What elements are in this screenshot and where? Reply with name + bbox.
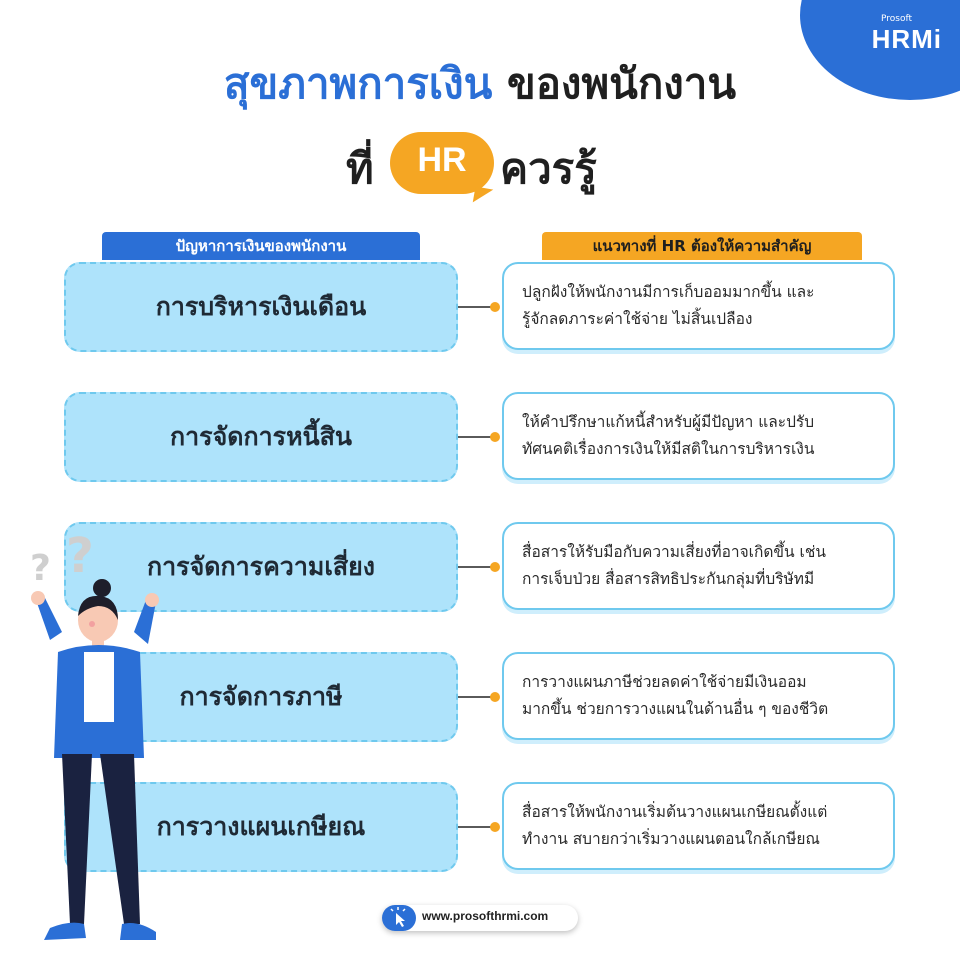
connector-line (458, 306, 494, 308)
advice-line: สื่อสารให้รับมือกับความเสี่ยงที่อาจเกิดขึ้น เช่น (522, 543, 826, 561)
page-title-line2 (0, 132, 960, 202)
advice-line: ให้คำปรึกษาแก้หนี้สำหรับผู้มีปัญหา และปรับ (522, 413, 815, 431)
advice-box (502, 392, 895, 480)
title-word-post: ควรรู้ (500, 144, 597, 193)
title-word-pre: ที่ (346, 144, 374, 193)
connector-line (458, 696, 494, 698)
logo-big-text: HRMi (871, 24, 942, 54)
advice-line: การเจ็บป่วย สื่อสารสิทธิประกันกลุ่มที่บริษัทมี (522, 570, 815, 588)
header-problems: ปัญหาการเงินของพนักงาน (102, 232, 420, 260)
advice-box (502, 262, 895, 350)
topic-row (0, 262, 960, 352)
connector-dot (490, 432, 500, 442)
advice-box (502, 652, 895, 740)
connector-line (458, 436, 494, 438)
connector-dot (490, 302, 500, 312)
connector-dot (490, 562, 500, 572)
advice-box (502, 782, 895, 870)
connector-dot (490, 692, 500, 702)
hr-speech-bubble (390, 132, 494, 194)
question-mark-icon: ? (66, 528, 94, 584)
header-guidelines: แนวทางที่ HR ต้องให้ความสำคัญ (542, 232, 862, 260)
connector-line (458, 566, 494, 568)
advice-line: มากขึ้น ช่วยการวางแผนในด้านอื่น ๆ ของชีวิต (522, 700, 829, 718)
advice-line: ทัศนคติเรื่องการเงินให้มีสติในการบริหารเงิน (522, 440, 815, 458)
hr-badge-text: HR (417, 141, 467, 179)
page-title-line1 (0, 58, 960, 110)
confused-woman-illustration (14, 528, 194, 958)
advice-line: รู้จักลดภาระค่าใช้จ่าย ไม่สิ้นเปลือง (522, 310, 753, 328)
topic-row (0, 392, 960, 482)
advice-line: ปลูกฝังให้พนักงานมีการเก็บออมมากขึ้น และ (522, 283, 815, 301)
problem-box: การบริหารเงินเดือน (64, 262, 458, 352)
advice-box (502, 522, 895, 610)
problem-box: การจัดการหนี้สิน (64, 392, 458, 482)
logo-small-text: Prosoft (880, 14, 912, 24)
cursor-click-icon (382, 905, 416, 931)
problem-box: การจัดการภาษี (64, 652, 458, 742)
connector-dot (490, 822, 500, 832)
website-url[interactable]: www.prosofthrmi.com (422, 909, 549, 923)
question-mark-icon: ? (30, 548, 51, 589)
connector-line (458, 826, 494, 828)
problem-box: การจัดการความเสี่ยง (64, 522, 458, 612)
title-highlight: สุขภาพการเงิน (223, 59, 493, 108)
advice-line: การวางแผนภาษีช่วยลดค่าใช้จ่ายมีเงินออม (522, 673, 807, 691)
advice-line: สื่อสารให้พนักงานเริ่มต้นวางแผนเกษียณตั้งแต่ (522, 803, 828, 821)
problem-box: การวางแผนเกษียณ (64, 782, 458, 872)
prosoft-hrmi-logo (872, 14, 942, 55)
website-link[interactable] (382, 905, 578, 931)
advice-line: ทำงาน สบายกว่าเริ่มวางแผนตอนใกล้เกษียณ (522, 830, 820, 848)
title-rest: ของพนักงาน (507, 59, 737, 108)
